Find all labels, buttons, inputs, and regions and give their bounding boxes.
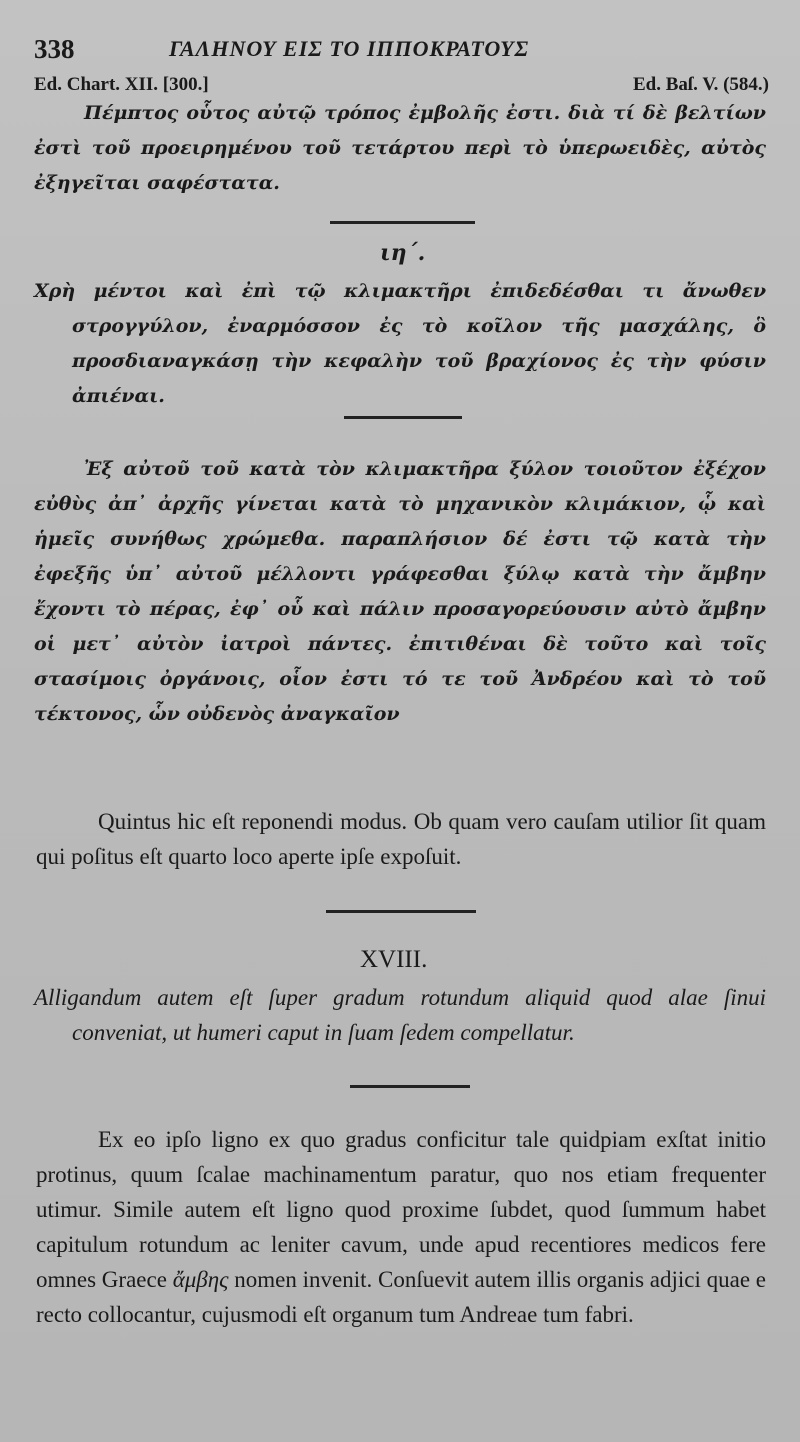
latin-commentary-text <box>36 1122 766 1332</box>
page-header <box>34 34 774 66</box>
divider-rule <box>330 221 475 224</box>
latin-section-number: XVIII. <box>360 946 428 973</box>
greek-commentary-text: Ἐξ αὐτοῦ τοῦ κατὰ τὸν κλιμακτῆρα ξύλον τοιοῦτον ἐξέχον εὐθὺς ἀπ᾽ ἀρχῆς γίνεται κατὰ τὸ μηχανικὸν κλιμάκιον, ᾧ καὶ ἡμεῖς συνήθως χρώμεθα. παραπλήσιον δέ ἐστι τῷ κατὰ τὴν ἐφεξῆς ὑπ᾽ αὐτοῦ μέλλοντι γράφεσθαι ξύλῳ κατὰ τὴν ἄμβην ἔχοντι τὸ πέρας, ἐφ᾽ οὗ καὶ πάλιν προσαγορεύουσιν αὐτὸ ἄμβην οἱ μετ᾽ αὐτὸν ἰατροὶ πάντες. ἐπιτιθέναι δὲ τοῦτο καὶ τοῖς στασίμοις ὀργάνοις, οἷον ἐστι τό τε τοῦ Ἀνδρέου καὶ τὸ τοῦ τέκτονος, ὧν οὐδενὸς ἀναγκαῖον <box>34 458 766 725</box>
latin-aphorism-block <box>34 980 766 1050</box>
greek-intro-block <box>34 96 766 201</box>
latin-intro-text: Quintus hic eſt reponendi modus. Ob quam vero cauſam utilior ſit quam qui poſitus eſt quarto loco aperte ipſe expoſuit. <box>36 809 766 869</box>
latin-commentary-part2: nomen invenit. Conſuevit autem illis organis adjici quae e recto collocantur, cujusmodi eſt organum tum Andreae tum fabri. <box>36 1267 767 1327</box>
greek-intro-text: Πέμπτος οὗτος αὐτῷ τρόπος ἐμβολῆς ἐστι. διὰ τί δὲ βελτίων ἐστὶ τοῦ προειρημένου τοῦ τετάρτου περὶ τὸ ὑπερωειδὲς, αὐτὸς ἐξηγεῖται σαφέστατα. <box>34 102 766 194</box>
divider-rule <box>344 416 462 419</box>
latin-intro-block <box>36 804 766 874</box>
edition-chart-ref: Ed. Chart. XII. [300.] <box>34 74 209 95</box>
divider-rule <box>326 910 476 913</box>
edition-basel-ref: Ed. Baſ. V. (584.) <box>632 74 769 95</box>
greek-commentary-block <box>34 452 766 732</box>
greek-aphorism-text: Χρὴ μέντοι καὶ ἐπὶ τῷ κλιμακτῆρι ἐπιδεδέσθαι τι ἄνωθεν στρογγύλον, ἐναρμόσσον ἐς τὸ κοῖλον τῆς μασχάλης, ὃ προσδιαναγκάσῃ τὴν κεφαλὴν τοῦ βραχίονος ἐς τὴν φύσιν ἀπιέναι. <box>34 280 766 407</box>
greek-aphorism-block <box>34 274 766 414</box>
latin-aphorism-text: Alligandum autem eſt ſuper gradum rotundum aliquid quod alae ſinui conveniat, ut humeri caput in ſuam ſedem compellatur. <box>34 985 766 1045</box>
divider-rule <box>350 1085 470 1088</box>
greek-section-number: ιη΄. <box>380 240 426 266</box>
latin-commentary-block <box>36 1122 766 1332</box>
latin-commentary-part1: Ex eo ipſo ligno ex quo gradus conficitur tale quidpiam exſtat initio protinus, quum ſcalae machinamentum paratur, quo nos etiam frequenter utimur. Simile autem eſt ligno quod proxime ſubdet, quod ſummum habet capitulum rotundum ac leniter cavum, unde apud recentiores medicos fere omnes Graece <box>36 1127 766 1292</box>
running-title: ΓΑΛΗΝΟΥ ΕΙΣ ΤΟ ΙΠΠΟΚΡΑΤΟΥΣ <box>169 36 530 61</box>
greek-word-ambes: ἄμβης <box>172 1267 229 1292</box>
page-number: 338 <box>34 34 75 64</box>
